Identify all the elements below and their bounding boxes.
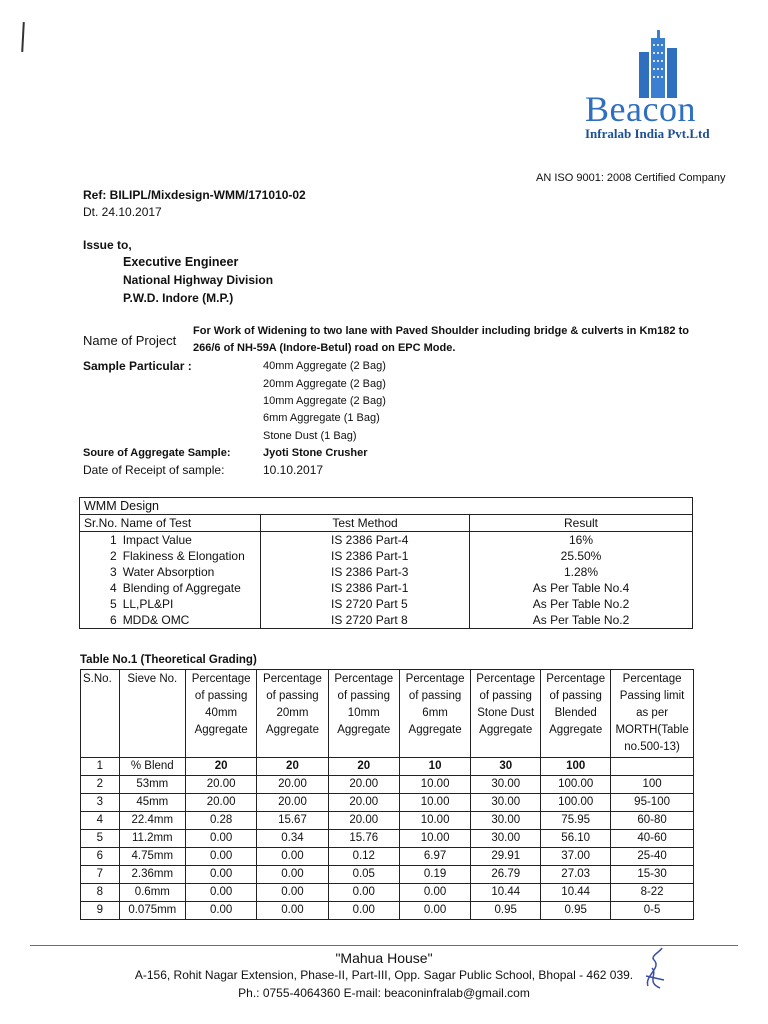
grading-cell: 6 [81, 848, 120, 866]
pen-mark [21, 22, 25, 52]
grading-cell: 0.12 [328, 848, 399, 866]
grading-header-cell: Percentage of passing Blended Aggregate [541, 670, 611, 758]
grading-cell: 100 [541, 758, 611, 776]
grading-cell: 0.28 [185, 812, 256, 830]
grading-row [81, 866, 694, 884]
grading-row [81, 884, 694, 902]
grading-cell: 0.00 [257, 848, 328, 866]
wmm-header-test: Sr.No. Name of Test [80, 515, 261, 532]
issue-label: Issue to, [83, 238, 132, 252]
grading-cell [611, 758, 694, 776]
wmm-test-method: IS 2386 Part-1 [261, 580, 470, 596]
grading-header-cell: S.No. [81, 670, 120, 758]
grading-cell: 0.34 [257, 830, 328, 848]
receipt-value: 10.10.2017 [263, 463, 324, 477]
wmm-result: As Per Table No.2 [470, 612, 693, 629]
wmm-result: As Per Table No.4 [470, 580, 693, 596]
grading-cell: 0.00 [399, 902, 470, 920]
signature [640, 946, 670, 992]
document-date: Dt. 24.10.2017 [83, 205, 162, 219]
grading-cell: 10.00 [399, 830, 470, 848]
grading-cell: 100.00 [541, 794, 611, 812]
wmm-test-label: Impact Value [122, 533, 192, 547]
iso-certification: AN ISO 9001: 2008 Certified Company [536, 172, 726, 184]
company-logo [585, 30, 715, 142]
grading-cell: 10.00 [399, 794, 470, 812]
grading-cell: 20.00 [328, 812, 399, 830]
project-line-1: For Work of Widening to two lane with Paved Shoulder including bridge & culverts in Km182 to [193, 325, 689, 337]
grading-cell: 30 [471, 758, 541, 776]
reference-number: Ref: BILIPL/Mixdesign-WMM/171010-02 [83, 188, 306, 202]
grading-cell: 60-80 [611, 812, 694, 830]
source-label: Soure of Aggregate Sample: [83, 447, 231, 459]
grading-cell: 30.00 [471, 794, 541, 812]
footer-contact: Ph.: 0755-4064360 E-mail: beaconinfralab@gmail.com [238, 986, 530, 1000]
grading-header-cell: Sieve No. [119, 670, 185, 758]
grading-cell: 15.67 [257, 812, 328, 830]
wmm-header-method: Test Method [261, 515, 470, 532]
grading-cell: 4 [81, 812, 120, 830]
grading-cell: 20.00 [185, 776, 256, 794]
grading-cell: 0.00 [185, 848, 256, 866]
grading-cell: 0.00 [185, 830, 256, 848]
wmm-test-name: 3 Water Absorption [80, 564, 261, 580]
grading-cell: 0.05 [328, 866, 399, 884]
grading-cell: 25-40 [611, 848, 694, 866]
project-line-2: 266/6 of NH-59A (Indore-Betul) road on EPC Mode. [193, 342, 456, 354]
grading-cell: 56.10 [541, 830, 611, 848]
grading-cell: 11.2mm [119, 830, 185, 848]
grading-row [81, 848, 694, 866]
wmm-test-name: 2 Flakiness & Elongation [80, 548, 261, 564]
grading-header-cell: Percentage of passing 40mm Aggregate [185, 670, 256, 758]
grading-cell: 100 [611, 776, 694, 794]
wmm-row [80, 548, 693, 564]
grading-header-cell: Percentage Passing limit as per MORTH(Table no.500-13) [611, 670, 694, 758]
wmm-test-label: Blending of Aggregate [122, 581, 241, 595]
wmm-test-label: Flakiness & Elongation [122, 549, 245, 563]
grading-cell: 75.95 [541, 812, 611, 830]
grading-cell: 0.95 [471, 902, 541, 920]
grading-header-cell: Percentage of passing 6mm Aggregate [399, 670, 470, 758]
grading-cell: 15.76 [328, 830, 399, 848]
grading-cell: 4.75mm [119, 848, 185, 866]
wmm-row [80, 564, 693, 580]
grading-cell: 20 [257, 758, 328, 776]
grading-cell: 0.00 [399, 884, 470, 902]
footer-house-name: "Mahua House" [335, 950, 433, 966]
grading-cell: 0.00 [185, 866, 256, 884]
wmm-title: WMM Design [80, 498, 693, 515]
grading-row [81, 758, 694, 776]
grading-cell: 29.91 [471, 848, 541, 866]
grading-row [81, 902, 694, 920]
grading-cell: 8-22 [611, 884, 694, 902]
wmm-test-name: 4 Blending of Aggregate [80, 580, 261, 596]
wmm-test-method: IS 2386 Part-1 [261, 548, 470, 564]
grading-cell: % Blend [119, 758, 185, 776]
grading-cell: 20 [185, 758, 256, 776]
grading-cell: 10 [399, 758, 470, 776]
wmm-result: 1.28% [470, 564, 693, 580]
grading-cell: 0.00 [328, 884, 399, 902]
grading-cell: 20.00 [328, 794, 399, 812]
sample-item: 40mm Aggregate (2 Bag) [263, 360, 386, 372]
grading-cell: 20.00 [257, 776, 328, 794]
sample-item: 10mm Aggregate (2 Bag) [263, 395, 386, 407]
grading-cell: 0.00 [257, 884, 328, 902]
grading-header-cell: Percentage of passing 20mm Aggregate [257, 670, 328, 758]
recipient-office: P.W.D. Indore (M.P.) [123, 291, 234, 305]
wmm-row [80, 532, 693, 549]
grading-cell: 30.00 [471, 812, 541, 830]
wmm-result: 25.50% [470, 548, 693, 564]
source-value: Jyoti Stone Crusher [263, 447, 368, 459]
logo-subtitle: Infralab India Pvt.Ltd [585, 126, 710, 141]
grading-cell: 95-100 [611, 794, 694, 812]
grading-cell: 2 [81, 776, 120, 794]
grading-cell: 8 [81, 884, 120, 902]
grading-cell: 20.00 [185, 794, 256, 812]
grading-row [81, 794, 694, 812]
grading-cell: 20.00 [257, 794, 328, 812]
grading-cell: 3 [81, 794, 120, 812]
wmm-row [80, 596, 693, 612]
grading-cell: 15-30 [611, 866, 694, 884]
grading-cell: 20 [328, 758, 399, 776]
grading-cell: 0.19 [399, 866, 470, 884]
wmm-test-method: IS 2386 Part-4 [261, 532, 470, 549]
grading-cell: 10.00 [399, 776, 470, 794]
grading-row [81, 776, 694, 794]
grading-cell: 30.00 [471, 776, 541, 794]
wmm-result: 16% [470, 532, 693, 549]
grading-cell: 6.97 [399, 848, 470, 866]
grading-cell: 0.00 [185, 902, 256, 920]
wmm-result: As Per Table No.2 [470, 596, 693, 612]
recipient-division: National Highway Division [123, 273, 274, 287]
wmm-test-method: IS 2720 Part 8 [261, 612, 470, 629]
receipt-label: Date of Receipt of sample: [83, 463, 225, 477]
grading-cell: 1 [81, 758, 120, 776]
grading-cell: 0.95 [541, 902, 611, 920]
grading-cell: 20.00 [328, 776, 399, 794]
grading-header-cell: Percentage of passing 10mm Aggregate [328, 670, 399, 758]
grading-cell: 40-60 [611, 830, 694, 848]
sample-label: Sample Particular : [83, 359, 192, 373]
wmm-test-label: LL,PL&PI [122, 597, 174, 611]
grading-table-title: Table No.1 (Theoretical Grading) [80, 654, 257, 666]
grading-cell: 0.00 [185, 884, 256, 902]
wmm-test-name: 1 Impact Value [80, 532, 261, 549]
footer-address: A-156, Rohit Nagar Extension, Phase-II, Part-III, Opp. Sagar Public School, Bhopal - 462 039. [134, 968, 634, 982]
theoretical-grading-table [80, 669, 694, 920]
grading-row [81, 830, 694, 848]
wmm-test-name: 6 MDD& OMC [80, 612, 261, 629]
grading-cell: 45mm [119, 794, 185, 812]
grading-cell: 26.79 [471, 866, 541, 884]
grading-cell: 9 [81, 902, 120, 920]
wmm-header-result: Result [470, 515, 693, 532]
wmm-test-label: MDD& OMC [122, 613, 190, 627]
sample-item: Stone Dust (1 Bag) [263, 430, 357, 442]
wmm-design-table [79, 497, 693, 629]
grading-cell: 5 [81, 830, 120, 848]
grading-cell: 0.00 [328, 902, 399, 920]
grading-cell: 22.4mm [119, 812, 185, 830]
wmm-test-name: 5 LL,PL&PI [80, 596, 261, 612]
grading-cell: 37.00 [541, 848, 611, 866]
sample-item: 20mm Aggregate (2 Bag) [263, 378, 386, 390]
grading-cell: 0-5 [611, 902, 694, 920]
grading-cell: 0.075mm [119, 902, 185, 920]
grading-cell: 53mm [119, 776, 185, 794]
wmm-test-method: IS 2720 Part 5 [261, 596, 470, 612]
grading-cell: 0.6mm [119, 884, 185, 902]
grading-cell: 10.44 [541, 884, 611, 902]
grading-cell: 2.36mm [119, 866, 185, 884]
recipient-title: Executive Engineer [123, 255, 239, 269]
wmm-row [80, 612, 693, 629]
wmm-row [80, 580, 693, 596]
grading-cell: 27.03 [541, 866, 611, 884]
grading-cell: 10.44 [471, 884, 541, 902]
project-label: Name of Project [83, 333, 177, 348]
grading-cell: 7 [81, 866, 120, 884]
footer-divider [30, 945, 738, 946]
logo-name: Beacon [585, 89, 696, 129]
grading-cell: 0.00 [257, 902, 328, 920]
grading-cell: 100.00 [541, 776, 611, 794]
sample-item: 6mm Aggregate (1 Bag) [263, 412, 380, 424]
wmm-test-label: Water Absorption [122, 565, 215, 579]
grading-cell: 0.00 [257, 866, 328, 884]
grading-row [81, 812, 694, 830]
grading-header-cell: Percentage of passing Stone Dust Aggregate [471, 670, 541, 758]
wmm-test-method: IS 2386 Part-3 [261, 564, 470, 580]
grading-cell: 30.00 [471, 830, 541, 848]
grading-cell: 10.00 [399, 812, 470, 830]
